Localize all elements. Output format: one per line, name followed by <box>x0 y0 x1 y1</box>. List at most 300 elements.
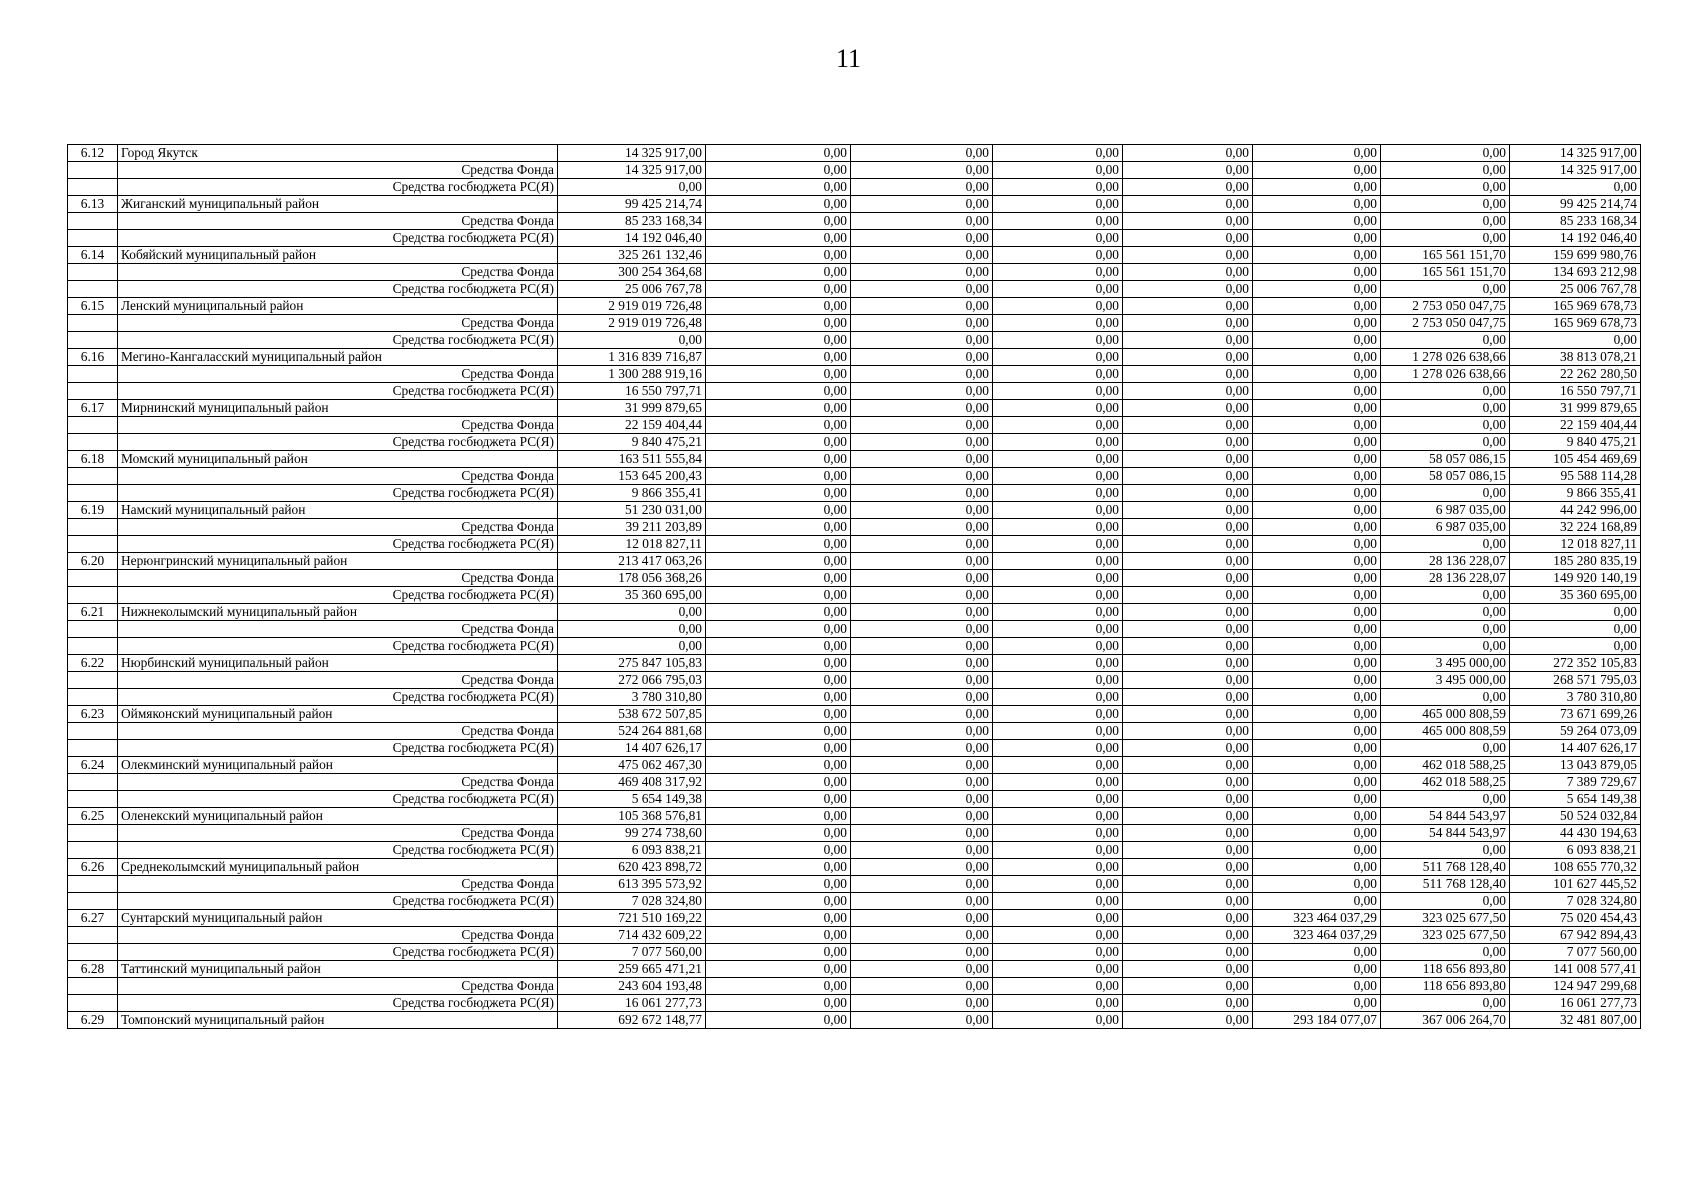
amount-cell: 0,00 <box>851 145 993 162</box>
amount-cell: 0,00 <box>706 196 851 213</box>
amount-cell: 0,00 <box>1381 893 1510 910</box>
row-number <box>68 162 118 179</box>
amount-cell: 0,00 <box>706 774 851 791</box>
amount-cell: 0,00 <box>1253 417 1381 434</box>
amount-cell: 0,00 <box>706 944 851 961</box>
amount-cell: 0,00 <box>993 604 1123 621</box>
amount-cell: 0,00 <box>851 927 993 944</box>
amount-cell: 613 395 573,92 <box>558 876 706 893</box>
amount-cell: 0,00 <box>1253 587 1381 604</box>
funding-source-label: Средства госбюджета РС(Я) <box>118 944 558 961</box>
amount-cell: 0,00 <box>706 349 851 366</box>
amount-cell: 0,00 <box>1381 213 1510 230</box>
amount-cell: 0,00 <box>1253 825 1381 842</box>
table-subrow <box>68 468 1641 485</box>
amount-cell: 0,00 <box>1381 638 1510 655</box>
table-subrow <box>68 689 1641 706</box>
district-name: Момский муниципальный район <box>118 451 558 468</box>
amount-cell: 0,00 <box>851 944 993 961</box>
amount-cell: 0,00 <box>1253 672 1381 689</box>
amount-cell: 0,00 <box>993 825 1123 842</box>
amount-cell: 0,00 <box>1123 587 1253 604</box>
amount-cell: 0,00 <box>993 332 1123 349</box>
amount-cell: 95 588 114,28 <box>1510 468 1641 485</box>
district-name: Сунтарский муниципальный район <box>118 910 558 927</box>
funding-source-label: Средства Фонда <box>118 417 558 434</box>
table-subrow <box>68 995 1641 1012</box>
amount-cell: 0,00 <box>851 876 993 893</box>
amount-cell: 0,00 <box>1123 247 1253 264</box>
amount-cell: 0,00 <box>851 859 993 876</box>
amount-cell: 0,00 <box>1253 502 1381 519</box>
amount-cell: 0,00 <box>1253 162 1381 179</box>
table-subrow <box>68 825 1641 842</box>
amount-cell: 0,00 <box>1253 196 1381 213</box>
row-number: 6.25 <box>68 808 118 825</box>
amount-cell: 0,00 <box>851 604 993 621</box>
table-subrow <box>68 927 1641 944</box>
amount-cell: 0,00 <box>1253 213 1381 230</box>
amount-cell: 0,00 <box>1123 944 1253 961</box>
amount-cell: 0,00 <box>1123 672 1253 689</box>
amount-cell: 0,00 <box>1253 655 1381 672</box>
table-subrow <box>68 366 1641 383</box>
amount-cell: 0,00 <box>706 281 851 298</box>
amount-cell: 0,00 <box>1123 417 1253 434</box>
budget-table <box>67 144 1641 1029</box>
amount-cell: 0,00 <box>1381 400 1510 417</box>
amount-cell: 0,00 <box>993 927 1123 944</box>
district-name: Мегино-Кангаласский муниципальный район <box>118 349 558 366</box>
row-number <box>68 740 118 757</box>
amount-cell: 0,00 <box>1123 230 1253 247</box>
amount-cell: 0,00 <box>706 366 851 383</box>
amount-cell: 323 025 677,50 <box>1381 910 1510 927</box>
table-subrow <box>68 230 1641 247</box>
amount-cell: 0,00 <box>993 757 1123 774</box>
amount-cell: 6 987 035,00 <box>1381 502 1510 519</box>
amount-cell: 85 233 168,34 <box>558 213 706 230</box>
amount-cell: 0,00 <box>1123 213 1253 230</box>
row-number <box>68 621 118 638</box>
amount-cell: 462 018 588,25 <box>1381 757 1510 774</box>
amount-cell: 0,00 <box>1123 383 1253 400</box>
amount-cell: 0,00 <box>1253 621 1381 638</box>
amount-cell: 0,00 <box>851 349 993 366</box>
amount-cell: 6 987 035,00 <box>1381 519 1510 536</box>
table-row <box>68 961 1641 978</box>
row-number <box>68 536 118 553</box>
amount-cell: 0,00 <box>851 825 993 842</box>
amount-cell: 7 028 324,80 <box>1510 893 1641 910</box>
amount-cell: 0,00 <box>1253 349 1381 366</box>
table-subrow <box>68 570 1641 587</box>
amount-cell: 0,00 <box>993 553 1123 570</box>
amount-cell: 0,00 <box>1381 179 1510 196</box>
amount-cell: 0,00 <box>851 570 993 587</box>
amount-cell: 0,00 <box>706 859 851 876</box>
row-number <box>68 893 118 910</box>
row-number <box>68 689 118 706</box>
amount-cell: 12 018 827,11 <box>1510 536 1641 553</box>
table-row <box>68 298 1641 315</box>
amount-cell: 0,00 <box>706 876 851 893</box>
district-name: Таттинский муниципальный район <box>118 961 558 978</box>
table-row <box>68 1012 1641 1029</box>
amount-cell: 462 018 588,25 <box>1381 774 1510 791</box>
amount-cell: 0,00 <box>993 689 1123 706</box>
amount-cell: 0,00 <box>558 604 706 621</box>
amount-cell: 0,00 <box>1123 264 1253 281</box>
amount-cell: 7 077 560,00 <box>558 944 706 961</box>
amount-cell: 0,00 <box>706 706 851 723</box>
amount-cell: 0,00 <box>1510 638 1641 655</box>
amount-cell: 3 495 000,00 <box>1381 655 1510 672</box>
amount-cell: 0,00 <box>851 910 993 927</box>
amount-cell: 0,00 <box>851 468 993 485</box>
amount-cell: 178 056 368,26 <box>558 570 706 587</box>
amount-cell: 0,00 <box>993 196 1123 213</box>
amount-cell: 0,00 <box>1253 876 1381 893</box>
amount-cell: 0,00 <box>706 757 851 774</box>
amount-cell: 6 093 838,21 <box>558 842 706 859</box>
amount-cell: 0,00 <box>558 621 706 638</box>
district-name: Нижнеколымский муниципальный район <box>118 604 558 621</box>
amount-cell: 44 242 996,00 <box>1510 502 1641 519</box>
amount-cell: 0,00 <box>706 621 851 638</box>
amount-cell: 39 211 203,89 <box>558 519 706 536</box>
amount-cell: 0,00 <box>706 910 851 927</box>
row-number: 6.28 <box>68 961 118 978</box>
amount-cell: 0,00 <box>993 570 1123 587</box>
amount-cell: 465 000 808,59 <box>1381 723 1510 740</box>
table-row <box>68 553 1641 570</box>
amount-cell: 1 278 026 638,66 <box>1381 349 1510 366</box>
amount-cell: 0,00 <box>1253 400 1381 417</box>
amount-cell: 22 262 280,50 <box>1510 366 1641 383</box>
amount-cell: 0,00 <box>851 978 993 995</box>
amount-cell: 0,00 <box>1253 485 1381 502</box>
amount-cell: 0,00 <box>993 638 1123 655</box>
amount-cell: 0,00 <box>1253 468 1381 485</box>
amount-cell: 165 561 151,70 <box>1381 247 1510 264</box>
table-subrow <box>68 417 1641 434</box>
amount-cell: 0,00 <box>706 1012 851 1029</box>
amount-cell: 0,00 <box>706 451 851 468</box>
amount-cell: 0,00 <box>1253 961 1381 978</box>
funding-source-label: Средства Фонда <box>118 774 558 791</box>
funding-source-label: Средства Фонда <box>118 927 558 944</box>
amount-cell: 38 813 078,21 <box>1510 349 1641 366</box>
amount-cell: 0,00 <box>1123 893 1253 910</box>
row-number: 6.15 <box>68 298 118 315</box>
funding-source-label: Средства Фонда <box>118 366 558 383</box>
amount-cell: 165 969 678,73 <box>1510 298 1641 315</box>
amount-cell: 0,00 <box>993 706 1123 723</box>
amount-cell: 99 274 738,60 <box>558 825 706 842</box>
table-subrow <box>68 434 1641 451</box>
amount-cell: 9 840 475,21 <box>558 434 706 451</box>
amount-cell: 0,00 <box>1123 179 1253 196</box>
amount-cell: 75 020 454,43 <box>1510 910 1641 927</box>
amount-cell: 0,00 <box>1381 230 1510 247</box>
amount-cell: 0,00 <box>1381 485 1510 502</box>
amount-cell: 0,00 <box>1253 791 1381 808</box>
funding-source-label: Средства госбюджета РС(Я) <box>118 179 558 196</box>
amount-cell: 0,00 <box>1123 825 1253 842</box>
amount-cell: 323 464 037,29 <box>1253 927 1381 944</box>
amount-cell: 31 999 879,65 <box>1510 400 1641 417</box>
amount-cell: 714 432 609,22 <box>558 927 706 944</box>
amount-cell: 0,00 <box>1510 332 1641 349</box>
amount-cell: 14 325 917,00 <box>558 145 706 162</box>
amount-cell: 0,00 <box>706 536 851 553</box>
funding-source-label: Средства Фонда <box>118 876 558 893</box>
amount-cell: 275 847 105,83 <box>558 655 706 672</box>
amount-cell: 14 325 917,00 <box>558 162 706 179</box>
row-number: 6.29 <box>68 1012 118 1029</box>
amount-cell: 0,00 <box>706 893 851 910</box>
amount-cell: 0,00 <box>706 638 851 655</box>
amount-cell: 0,00 <box>1123 621 1253 638</box>
amount-cell: 58 057 086,15 <box>1381 451 1510 468</box>
amount-cell: 0,00 <box>706 179 851 196</box>
row-number <box>68 672 118 689</box>
amount-cell: 16 550 797,71 <box>558 383 706 400</box>
amount-cell: 0,00 <box>1123 740 1253 757</box>
amount-cell: 0,00 <box>851 740 993 757</box>
amount-cell: 1 316 839 716,87 <box>558 349 706 366</box>
row-number <box>68 587 118 604</box>
amount-cell: 0,00 <box>706 264 851 281</box>
amount-cell: 0,00 <box>1510 179 1641 196</box>
table-subrow <box>68 723 1641 740</box>
row-number <box>68 213 118 230</box>
amount-cell: 6 093 838,21 <box>1510 842 1641 859</box>
amount-cell: 0,00 <box>1253 247 1381 264</box>
table-row <box>68 196 1641 213</box>
page-number: 11 <box>835 44 862 73</box>
amount-cell: 538 672 507,85 <box>558 706 706 723</box>
amount-cell: 14 325 917,00 <box>1510 162 1641 179</box>
amount-cell: 16 550 797,71 <box>1510 383 1641 400</box>
amount-cell: 5 654 149,38 <box>1510 791 1641 808</box>
amount-cell: 0,00 <box>993 366 1123 383</box>
amount-cell: 14 407 626,17 <box>1510 740 1641 757</box>
amount-cell: 12 018 827,11 <box>558 536 706 553</box>
funding-source-label: Средства госбюджета РС(Я) <box>118 842 558 859</box>
table-row <box>68 145 1641 162</box>
amount-cell: 0,00 <box>1253 689 1381 706</box>
amount-cell: 0,00 <box>851 196 993 213</box>
amount-cell: 0,00 <box>1381 281 1510 298</box>
amount-cell: 2 919 019 726,48 <box>558 315 706 332</box>
amount-cell: 0,00 <box>706 468 851 485</box>
amount-cell: 0,00 <box>706 791 851 808</box>
amount-cell: 0,00 <box>851 621 993 638</box>
funding-source-label: Средства госбюджета РС(Я) <box>118 995 558 1012</box>
row-number <box>68 264 118 281</box>
amount-cell: 0,00 <box>1123 689 1253 706</box>
row-number: 6.14 <box>68 247 118 264</box>
amount-cell: 0,00 <box>993 162 1123 179</box>
amount-cell: 0,00 <box>1253 230 1381 247</box>
table-row <box>68 349 1641 366</box>
amount-cell: 0,00 <box>706 230 851 247</box>
row-number <box>68 485 118 502</box>
amount-cell: 0,00 <box>1123 553 1253 570</box>
amount-cell: 0,00 <box>1253 638 1381 655</box>
amount-cell: 0,00 <box>1381 944 1510 961</box>
amount-cell: 16 061 277,73 <box>558 995 706 1012</box>
table-row <box>68 757 1641 774</box>
amount-cell: 0,00 <box>1123 349 1253 366</box>
amount-cell: 0,00 <box>1381 196 1510 213</box>
amount-cell: 0,00 <box>851 1012 993 1029</box>
amount-cell: 0,00 <box>558 638 706 655</box>
amount-cell: 0,00 <box>851 638 993 655</box>
funding-source-label: Средства Фонда <box>118 621 558 638</box>
amount-cell: 0,00 <box>706 315 851 332</box>
funding-source-label: Средства госбюджета РС(Я) <box>118 587 558 604</box>
amount-cell: 0,00 <box>706 825 851 842</box>
amount-cell: 0,00 <box>1253 706 1381 723</box>
amount-cell: 3 495 000,00 <box>1381 672 1510 689</box>
table-subrow <box>68 383 1641 400</box>
amount-cell: 0,00 <box>993 536 1123 553</box>
amount-cell: 0,00 <box>1381 332 1510 349</box>
amount-cell: 0,00 <box>1253 723 1381 740</box>
amount-cell: 0,00 <box>1381 842 1510 859</box>
amount-cell: 721 510 169,22 <box>558 910 706 927</box>
amount-cell: 0,00 <box>851 842 993 859</box>
amount-cell: 153 645 200,43 <box>558 468 706 485</box>
table-subrow <box>68 179 1641 196</box>
amount-cell: 0,00 <box>706 502 851 519</box>
row-number <box>68 774 118 791</box>
district-name: Нерюнгринский муниципальный район <box>118 553 558 570</box>
funding-source-label: Средства Фонда <box>118 978 558 995</box>
amount-cell: 325 261 132,46 <box>558 247 706 264</box>
amount-cell: 0,00 <box>1381 604 1510 621</box>
amount-cell: 0,00 <box>1253 604 1381 621</box>
amount-cell: 0,00 <box>1123 485 1253 502</box>
amount-cell: 0,00 <box>851 451 993 468</box>
amount-cell: 0,00 <box>851 723 993 740</box>
amount-cell: 0,00 <box>1123 706 1253 723</box>
amount-cell: 0,00 <box>1253 808 1381 825</box>
amount-cell: 469 408 317,92 <box>558 774 706 791</box>
funding-source-label: Средства госбюджета РС(Я) <box>118 383 558 400</box>
district-name: Нюрбинский муниципальный район <box>118 655 558 672</box>
row-number <box>68 927 118 944</box>
amount-cell: 0,00 <box>1123 876 1253 893</box>
amount-cell: 0,00 <box>558 179 706 196</box>
amount-cell: 0,00 <box>993 468 1123 485</box>
funding-source-label: Средства Фонда <box>118 468 558 485</box>
amount-cell: 0,00 <box>993 893 1123 910</box>
amount-cell: 0,00 <box>993 859 1123 876</box>
amount-cell: 0,00 <box>1123 774 1253 791</box>
amount-cell: 0,00 <box>1381 791 1510 808</box>
amount-cell: 28 136 228,07 <box>1381 553 1510 570</box>
amount-cell: 0,00 <box>1381 995 1510 1012</box>
amount-cell: 0,00 <box>1381 740 1510 757</box>
amount-cell: 0,00 <box>993 298 1123 315</box>
amount-cell: 0,00 <box>993 400 1123 417</box>
amount-cell: 0,00 <box>706 995 851 1012</box>
amount-cell: 0,00 <box>1123 757 1253 774</box>
funding-source-label: Средства госбюджета РС(Я) <box>118 485 558 502</box>
table-subrow <box>68 536 1641 553</box>
amount-cell: 0,00 <box>1123 927 1253 944</box>
amount-cell: 0,00 <box>1123 434 1253 451</box>
amount-cell: 0,00 <box>993 434 1123 451</box>
amount-cell: 0,00 <box>1253 757 1381 774</box>
row-number <box>68 570 118 587</box>
amount-cell: 0,00 <box>851 961 993 978</box>
amount-cell: 0,00 <box>1123 961 1253 978</box>
district-name: Город Якутск <box>118 145 558 162</box>
table-subrow <box>68 893 1641 910</box>
amount-cell: 0,00 <box>1123 332 1253 349</box>
amount-cell: 7 077 560,00 <box>1510 944 1641 961</box>
amount-cell: 2 919 019 726,48 <box>558 298 706 315</box>
amount-cell: 0,00 <box>706 145 851 162</box>
amount-cell: 0,00 <box>706 417 851 434</box>
amount-cell: 0,00 <box>1253 570 1381 587</box>
amount-cell: 0,00 <box>993 281 1123 298</box>
row-number: 6.23 <box>68 706 118 723</box>
amount-cell: 0,00 <box>1123 281 1253 298</box>
amount-cell: 85 233 168,34 <box>1510 213 1641 230</box>
district-name: Оймяконский муниципальный район <box>118 706 558 723</box>
table-subrow <box>68 485 1641 502</box>
amount-cell: 0,00 <box>851 230 993 247</box>
amount-cell: 272 352 105,83 <box>1510 655 1641 672</box>
amount-cell: 14 407 626,17 <box>558 740 706 757</box>
funding-source-label: Средства госбюджета РС(Я) <box>118 740 558 757</box>
amount-cell: 0,00 <box>851 264 993 281</box>
amount-cell: 0,00 <box>1381 434 1510 451</box>
table-row <box>68 706 1641 723</box>
amount-cell: 0,00 <box>851 162 993 179</box>
amount-cell: 0,00 <box>993 383 1123 400</box>
funding-source-label: Средства Фонда <box>118 570 558 587</box>
amount-cell: 0,00 <box>1253 315 1381 332</box>
amount-cell: 0,00 <box>993 655 1123 672</box>
amount-cell: 0,00 <box>851 672 993 689</box>
amount-cell: 54 844 543,97 <box>1381 808 1510 825</box>
amount-cell: 293 184 077,07 <box>1253 1012 1381 1029</box>
amount-cell: 0,00 <box>706 519 851 536</box>
row-number <box>68 281 118 298</box>
table-row <box>68 451 1641 468</box>
funding-source-label: Средства Фонда <box>118 315 558 332</box>
funding-source-label: Средства Фонда <box>118 672 558 689</box>
funding-source-label: Средства Фонда <box>118 519 558 536</box>
row-number <box>68 383 118 400</box>
row-number: 6.13 <box>68 196 118 213</box>
amount-cell: 0,00 <box>1253 842 1381 859</box>
amount-cell: 0,00 <box>851 179 993 196</box>
amount-cell: 0,00 <box>993 587 1123 604</box>
amount-cell: 0,00 <box>1123 451 1253 468</box>
table-row <box>68 400 1641 417</box>
row-number <box>68 230 118 247</box>
row-number <box>68 825 118 842</box>
amount-cell: 99 425 214,74 <box>558 196 706 213</box>
